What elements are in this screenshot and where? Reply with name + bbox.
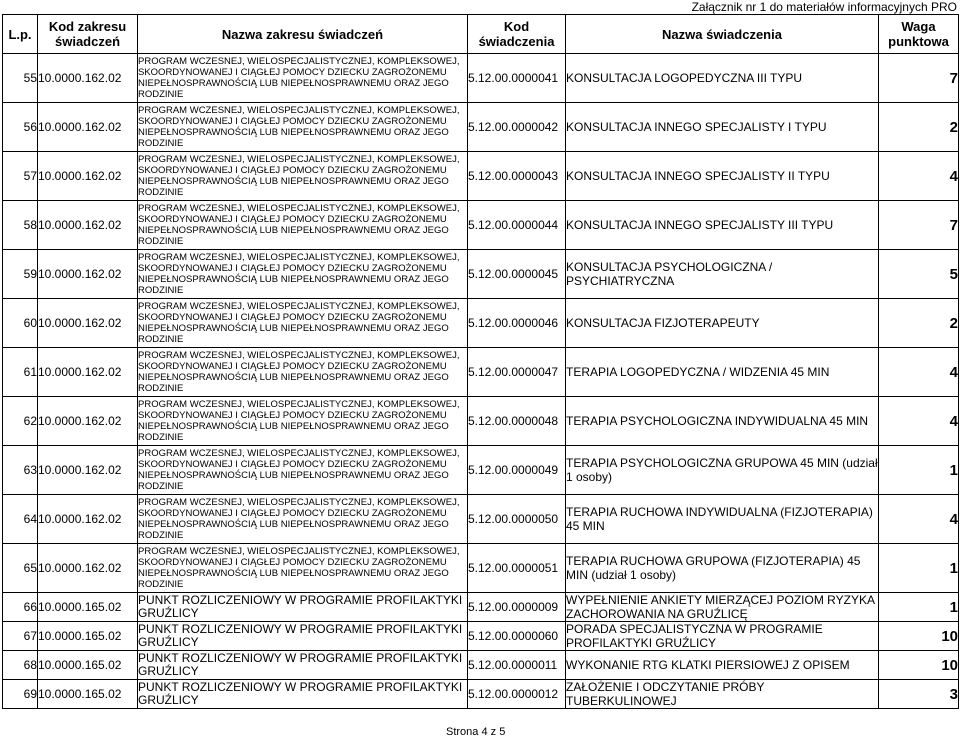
row-service-code: 5.12.00.0000049 xyxy=(468,446,566,495)
row-service-name: TERAPIA PSYCHOLOGICZNA GRUPOWA 45 MIN (udział 1 osoby) xyxy=(566,446,879,495)
row-range-code: 10.0000.162.02 xyxy=(38,495,138,544)
header-range-name: Nazwa zakresu świadczeń xyxy=(138,15,468,54)
row-lp: 66 xyxy=(3,593,38,622)
row-service-name: KONSULTACJA FIZJOTERAPEUTY xyxy=(566,299,879,348)
row-service-code: 5.12.00.0000012 xyxy=(468,680,566,709)
table-header-row xyxy=(3,15,959,54)
row-range-name: PUNKT ROZLICZENIOWY W PROGRAMIE PROFILAKTYKI GRUŹLICY xyxy=(138,593,468,622)
row-service-name: WYKONANIE RTG KLATKI PIERSIOWEJ Z OPISEM xyxy=(566,651,879,680)
row-service-name: KONSULTACJA INNEGO SPECJALISTY I TYPU xyxy=(566,103,879,152)
row-range-name: PROGRAM WCZESNEJ, WIELOSPECJALISTYCZNEJ, KOMPLEKSOWEJ, SKOORDYNOWANEJ I CIĄGŁEJ POMOCY DZIECKU ZAGROŻONEMU NIEPEŁNOSPRAWNOŚCIĄ LUB NIEPEŁNOSPRAWNEMU ORAZ JEGO RODZINIE xyxy=(138,250,468,299)
row-service-code: 5.12.00.0000051 xyxy=(468,544,566,593)
row-range-name: PUNKT ROZLICZENIOWY W PROGRAMIE PROFILAKTYKI GRUŹLICY xyxy=(138,651,468,680)
row-range-code: 10.0000.162.02 xyxy=(38,152,138,201)
header-lp: L.p. xyxy=(3,15,38,54)
row-lp: 65 xyxy=(3,544,38,593)
row-range-code: 10.0000.162.02 xyxy=(38,103,138,152)
table-row xyxy=(3,651,959,680)
table-row xyxy=(3,622,959,651)
row-range-name: PROGRAM WCZESNEJ, WIELOSPECJALISTYCZNEJ, KOMPLEKSOWEJ, SKOORDYNOWANEJ I CIĄGŁEJ POMOCY DZIECKU ZAGROŻONEMU NIEPEŁNOSPRAWNOŚCIĄ LUB NIEPEŁNOSPRAWNEMU ORAZ JEGO RODZINIE xyxy=(138,446,468,495)
row-range-code: 10.0000.165.02 xyxy=(38,593,138,622)
row-service-name: TERAPIA PSYCHOLOGICZNA INDYWIDUALNA 45 MIN xyxy=(566,397,879,446)
row-weight: 4 xyxy=(879,495,959,544)
row-range-name: PROGRAM WCZESNEJ, WIELOSPECJALISTYCZNEJ, KOMPLEKSOWEJ, SKOORDYNOWANEJ I CIĄGŁEJ POMOCY DZIECKU ZAGROŻONEMU NIEPEŁNOSPRAWNOŚCIĄ LUB NIEPEŁNOSPRAWNEMU ORAZ JEGO RODZINIE xyxy=(138,397,468,446)
row-service-code: 5.12.00.0000047 xyxy=(468,348,566,397)
row-lp: 63 xyxy=(3,446,38,495)
row-service-code: 5.12.00.0000011 xyxy=(468,651,566,680)
row-range-name: PUNKT ROZLICZENIOWY W PROGRAMIE PROFILAKTYKI GRUŹLICY xyxy=(138,622,468,651)
row-range-code: 10.0000.162.02 xyxy=(38,544,138,593)
row-service-name: WYPEŁNIENIE ANKIETY MIERZĄCEJ POZIOM RYZYKA ZACHOROWANIA NA GRUŹLICĘ xyxy=(566,593,879,622)
table-row xyxy=(3,152,959,201)
row-weight: 1 xyxy=(879,593,959,622)
row-range-code: 10.0000.165.02 xyxy=(38,680,138,709)
table-row xyxy=(3,593,959,622)
row-lp: 60 xyxy=(3,299,38,348)
row-range-code: 10.0000.165.02 xyxy=(38,651,138,680)
row-weight: 7 xyxy=(879,201,959,250)
row-service-name: PORADA SPECJALISTYCZNA W PROGRAMIE PROFILAKTYKI GRUŹLICY xyxy=(566,622,879,651)
row-range-code: 10.0000.162.02 xyxy=(38,54,138,103)
row-service-code: 5.12.00.0000046 xyxy=(468,299,566,348)
table-row xyxy=(3,680,959,709)
table-row xyxy=(3,544,959,593)
table-row xyxy=(3,250,959,299)
row-service-code: 5.12.00.0000050 xyxy=(468,495,566,544)
row-range-name: PROGRAM WCZESNEJ, WIELOSPECJALISTYCZNEJ, KOMPLEKSOWEJ, SKOORDYNOWANEJ I CIĄGŁEJ POMOCY DZIECKU ZAGROŻONEMU NIEPEŁNOSPRAWNOŚCIĄ LUB NIEPEŁNOSPRAWNEMU ORAZ JEGO RODZINIE xyxy=(138,201,468,250)
row-range-code: 10.0000.162.02 xyxy=(38,397,138,446)
row-lp: 68 xyxy=(3,651,38,680)
row-service-code: 5.12.00.0000043 xyxy=(468,152,566,201)
row-range-code: 10.0000.162.02 xyxy=(38,348,138,397)
row-range-name: PROGRAM WCZESNEJ, WIELOSPECJALISTYCZNEJ, KOMPLEKSOWEJ, SKOORDYNOWANEJ I CIĄGŁEJ POMOCY DZIECKU ZAGROŻONEMU NIEPEŁNOSPRAWNOŚCIĄ LUB NIEPEŁNOSPRAWNEMU ORAZ JEGO RODZINIE xyxy=(138,152,468,201)
table-row xyxy=(3,103,959,152)
row-weight: 2 xyxy=(879,103,959,152)
row-weight: 10 xyxy=(879,622,959,651)
row-weight: 1 xyxy=(879,446,959,495)
row-range-name: PROGRAM WCZESNEJ, WIELOSPECJALISTYCZNEJ, KOMPLEKSOWEJ, SKOORDYNOWANEJ I CIĄGŁEJ POMOCY DZIECKU ZAGROŻONEMU NIEPEŁNOSPRAWNOŚCIĄ LUB NIEPEŁNOSPRAWNEMU ORAZ JEGO RODZINIE xyxy=(138,103,468,152)
row-range-code: 10.0000.165.02 xyxy=(38,622,138,651)
table-row xyxy=(3,397,959,446)
page-number: Strona 4 z 5 xyxy=(446,726,506,738)
row-lp: 55 xyxy=(3,54,38,103)
row-lp: 59 xyxy=(3,250,38,299)
row-lp: 58 xyxy=(3,201,38,250)
row-weight: 3 xyxy=(879,680,959,709)
row-service-code: 5.12.00.0000044 xyxy=(468,201,566,250)
row-lp: 62 xyxy=(3,397,38,446)
row-service-name: TERAPIA LOGOPEDYCZNA / WIDZENIA 45 MIN xyxy=(566,348,879,397)
row-service-name: KONSULTACJA LOGOPEDYCZNA III TYPU xyxy=(566,54,879,103)
services-table xyxy=(2,14,959,709)
row-weight: 4 xyxy=(879,397,959,446)
row-service-name: KONSULTACJA INNEGO SPECJALISTY II TYPU xyxy=(566,152,879,201)
row-service-name: KONSULTACJA PSYCHOLOGICZNA / PSYCHIATRYCZNA xyxy=(566,250,879,299)
row-weight: 5 xyxy=(879,250,959,299)
row-range-name: PROGRAM WCZESNEJ, WIELOSPECJALISTYCZNEJ, KOMPLEKSOWEJ, SKOORDYNOWANEJ I CIĄGŁEJ POMOCY DZIECKU ZAGROŻONEMU NIEPEŁNOSPRAWNOŚCIĄ LUB NIEPEŁNOSPRAWNEMU ORAZ JEGO RODZINIE xyxy=(138,299,468,348)
header-service-code: Kod świadczenia xyxy=(468,15,566,54)
row-service-code: 5.12.00.0000045 xyxy=(468,250,566,299)
row-lp: 56 xyxy=(3,103,38,152)
row-weight: 7 xyxy=(879,54,959,103)
header-service-name: Nazwa świadczenia xyxy=(566,15,879,54)
table-row xyxy=(3,201,959,250)
row-service-name: TERAPIA RUCHOWA INDYWIDUALNA (FIZJOTERAPIA) 45 MIN xyxy=(566,495,879,544)
row-range-name: PROGRAM WCZESNEJ, WIELOSPECJALISTYCZNEJ, KOMPLEKSOWEJ, SKOORDYNOWANEJ I CIĄGŁEJ POMOCY DZIECKU ZAGROŻONEMU NIEPEŁNOSPRAWNOŚCIĄ LUB NIEPEŁNOSPRAWNEMU ORAZ JEGO RODZINIE xyxy=(138,54,468,103)
row-lp: 67 xyxy=(3,622,38,651)
row-range-name: PUNKT ROZLICZENIOWY W PROGRAMIE PROFILAKTYKI GRUŹLICY xyxy=(138,680,468,709)
row-range-code: 10.0000.162.02 xyxy=(38,250,138,299)
table-row xyxy=(3,348,959,397)
table-row xyxy=(3,54,959,103)
row-range-name: PROGRAM WCZESNEJ, WIELOSPECJALISTYCZNEJ, KOMPLEKSOWEJ, SKOORDYNOWANEJ I CIĄGŁEJ POMOCY DZIECKU ZAGROŻONEMU NIEPEŁNOSPRAWNOŚCIĄ LUB NIEPEŁNOSPRAWNEMU ORAZ JEGO RODZINIE xyxy=(138,348,468,397)
row-service-code: 5.12.00.0000041 xyxy=(468,54,566,103)
row-range-name: PROGRAM WCZESNEJ, WIELOSPECJALISTYCZNEJ, KOMPLEKSOWEJ, SKOORDYNOWANEJ I CIĄGŁEJ POMOCY DZIECKU ZAGROŻONEMU NIEPEŁNOSPRAWNOŚCIĄ LUB NIEPEŁNOSPRAWNEMU ORAZ JEGO RODZINIE xyxy=(138,495,468,544)
row-service-name: TERAPIA RUCHOWA GRUPOWA (FIZJOTERAPIA) 45 MIN (udział 1 osoby) xyxy=(566,544,879,593)
header-weight: Waga punktowa xyxy=(879,15,959,54)
table-row xyxy=(3,495,959,544)
row-service-code: 5.12.00.0000009 xyxy=(468,593,566,622)
row-lp: 57 xyxy=(3,152,38,201)
row-range-name: PROGRAM WCZESNEJ, WIELOSPECJALISTYCZNEJ, KOMPLEKSOWEJ, SKOORDYNOWANEJ I CIĄGŁEJ POMOCY DZIECKU ZAGROŻONEMU NIEPEŁNOSPRAWNOŚCIĄ LUB NIEPEŁNOSPRAWNEMU ORAZ JEGO RODZINIE xyxy=(138,544,468,593)
row-lp: 69 xyxy=(3,680,38,709)
row-lp: 64 xyxy=(3,495,38,544)
row-weight: 1 xyxy=(879,544,959,593)
row-service-code: 5.12.00.0000042 xyxy=(468,103,566,152)
row-weight: 4 xyxy=(879,152,959,201)
row-weight: 4 xyxy=(879,348,959,397)
row-range-code: 10.0000.162.02 xyxy=(38,201,138,250)
row-lp: 61 xyxy=(3,348,38,397)
attachment-note: Załącznik nr 1 do materiałów informacyjnych PRO xyxy=(691,0,957,14)
row-service-name: KONSULTACJA INNEGO SPECJALISTY III TYPU xyxy=(566,201,879,250)
row-weight: 10 xyxy=(879,651,959,680)
table-row xyxy=(3,446,959,495)
header-range-code: Kod zakresu świadczeń xyxy=(38,15,138,54)
row-service-code: 5.12.00.0000048 xyxy=(468,397,566,446)
row-service-name: ZAŁOŻENIE I ODCZYTANIE PRÓBY TUBERKULINOWEJ xyxy=(566,680,879,709)
row-weight: 2 xyxy=(879,299,959,348)
table-row xyxy=(3,299,959,348)
row-range-code: 10.0000.162.02 xyxy=(38,446,138,495)
row-service-code: 5.12.00.0000060 xyxy=(468,622,566,651)
row-range-code: 10.0000.162.02 xyxy=(38,299,138,348)
